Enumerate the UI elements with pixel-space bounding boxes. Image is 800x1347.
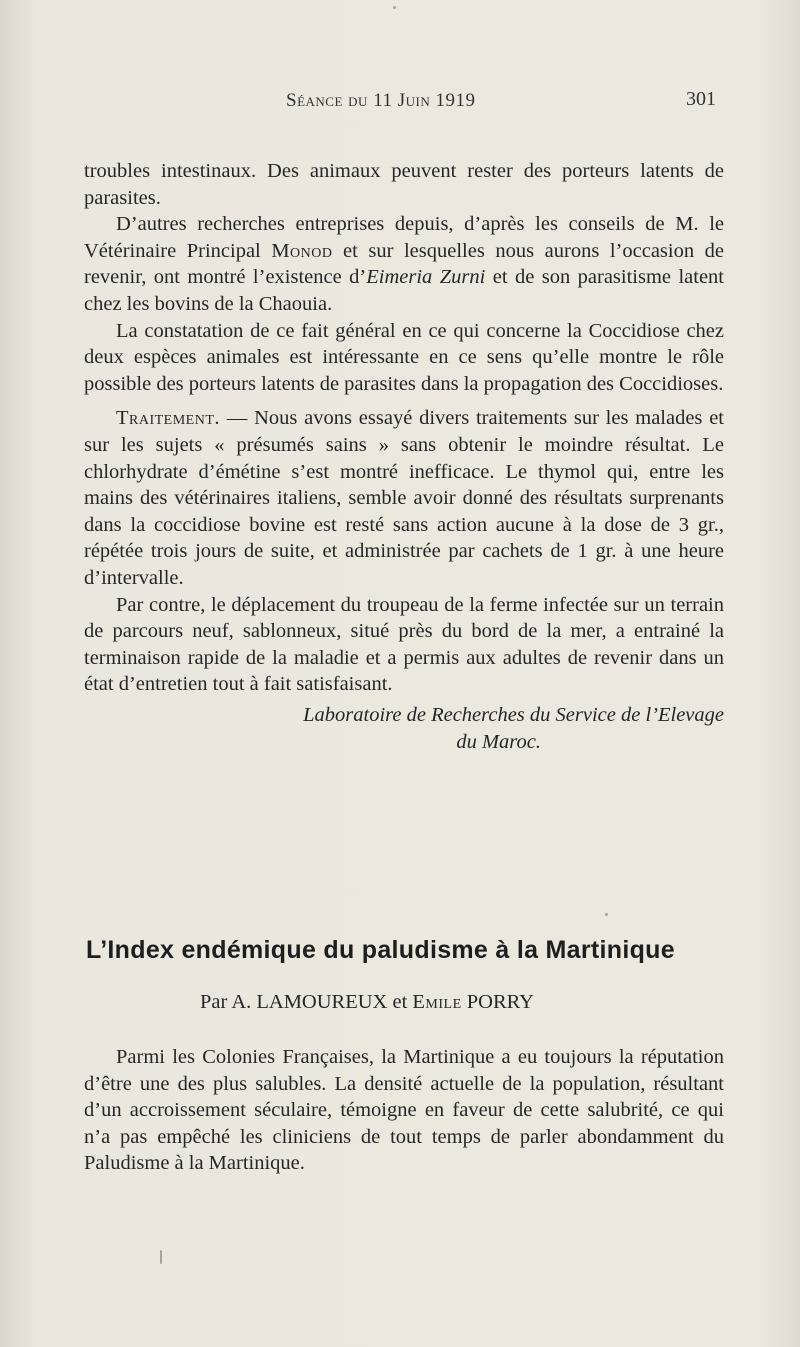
paper-speck — [160, 1250, 162, 1264]
author-2-first: Emile — [412, 991, 462, 1013]
signature — [84, 702, 724, 756]
page-header — [0, 86, 800, 116]
paragraph-recherches — [84, 211, 724, 317]
running-head-pre: Séance du — [286, 90, 374, 111]
paper-speck — [605, 913, 608, 916]
running-head — [286, 90, 475, 112]
article-title: L’Index endémique du paludisme à la Martinique — [86, 936, 675, 964]
paragraph-constatation: La constatation de ce fait général en ce qui concerne la Coccidiose chez deux espèces animales est intéressante en ce sens qu’elle montre le rôle possible des porteurs latents de parasites dans la propagation des Coccidioses. — [84, 319, 724, 395]
paragraph-intro: Parmi les Colonies Françaises, la Martinique a eu toujours la réputation d’être une des plus salubles. La densité actuelle de la population, résultant d’un accroissement séculaire, témoigne en faveur de cette salubrité, ce qui n’a pas empêché les cliniciens de tout temps de parler abondamment du Paludisme à la Martinique. — [84, 1046, 724, 1175]
paragraph-continued: troubles intestinaux. Des animaux peuvent rester des porteurs latents de parasites. — [84, 160, 724, 209]
paragraph-traitement — [84, 405, 724, 591]
signature-line-1: Laboratoire de Recherches du Service de l’Elevage — [303, 703, 724, 726]
p2-text-b: et sur lesquelles nous aurons l’occasion de revenir, ont montré l’existence d’ — [84, 239, 724, 289]
p2-text-c: et de son parasitisme latent chez les bovins de la Chaouia. — [84, 266, 724, 315]
byline-et: et — [387, 991, 413, 1013]
species-name: Eimeria Zurni — [366, 266, 486, 289]
author-2-last: PORRY — [461, 991, 534, 1013]
running-head-day: 11 — [373, 90, 393, 111]
person-name-monod: Monod — [271, 239, 333, 262]
paragraph-par-contre: Par contre, le déplacement du troupeau de la ferme infectée sur un terrain de parcours neuf, sablonneux, situé près du bord de la mer, a entrainé la terminaison rapide de la maladie et a permis aux adultes de revenir dans un état d’entretien tout à fait satisfaisant. — [84, 593, 724, 696]
article-byline — [200, 991, 620, 1014]
section-label-traitement: Traitement. — [116, 407, 221, 430]
running-head-year: 1919 — [435, 90, 476, 111]
author-1: LAMOUREUX — [256, 991, 388, 1013]
byline-par: Par A. — [200, 991, 257, 1013]
p4-text: — Nous avons essayé divers traitements sur les malades et sur les sujets « présumés sains » sans obtenir le moindre résultat. Le chlorhydrate d’émétine s’est montré inefficace. Le thymol qui, entre les mains des vétérinaires italiens, semble avoir donné des résultats surprenants dans la coccidiose bovine est resté sans action aucune à la dose de 3 gr., répétée trois jours de suite, et administrée par cachets de 1 gr. à une heure d’intervalle. — [84, 407, 724, 589]
signature-line-2: du Maroc. — [456, 730, 541, 753]
running-head-month: Juin — [392, 90, 436, 111]
article-intro — [84, 1044, 724, 1177]
paper-speck — [393, 6, 396, 9]
body-text — [84, 158, 724, 756]
page-number: 301 — [686, 88, 716, 110]
p2-text-a: D’autres recherches entreprises depuis, d’après les conseils de M. le Vétérinaire Principal — [84, 213, 724, 262]
